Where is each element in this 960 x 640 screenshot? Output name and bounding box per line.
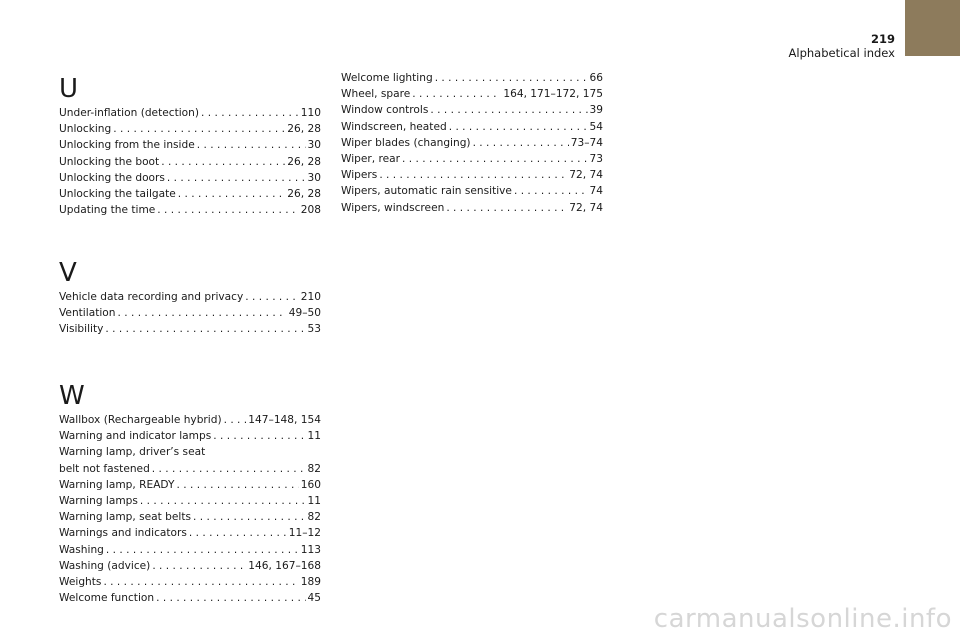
index-section-u	[59, 74, 321, 218]
entry-term: Welcome lighting	[341, 72, 433, 84]
entry-pages: 26, 28	[287, 123, 321, 136]
page-header	[789, 32, 895, 60]
index-entry[interactable]	[59, 525, 321, 541]
index-entry[interactable]	[59, 542, 321, 558]
entry-term: Washing	[59, 543, 104, 556]
index-entry[interactable]	[341, 200, 603, 216]
index-entry[interactable]	[59, 509, 321, 525]
index-entry[interactable]	[59, 186, 321, 202]
entry-term: Warning lamp, seat belts	[59, 511, 192, 524]
entry-pages: 110	[300, 107, 321, 119]
entry-pages: 54	[589, 120, 603, 133]
entry-pages: 72, 74	[569, 169, 603, 182]
entry-pages: 74	[589, 185, 603, 198]
index-entry[interactable]	[59, 321, 321, 337]
index-entry[interactable]	[341, 135, 603, 151]
index-entry[interactable]	[59, 121, 321, 137]
index-right-column	[341, 70, 603, 216]
entry-term: Warning and indicator lamps	[59, 430, 212, 443]
entry-pages: 146, 167–168	[248, 559, 321, 572]
entry-term: Unlocking the boot	[59, 155, 160, 168]
entry-term: Warnings and indicators	[59, 527, 187, 540]
index-entry[interactable]	[341, 86, 603, 102]
entry-pages: 39	[589, 104, 603, 117]
index-entry[interactable]	[59, 428, 321, 444]
index-entry[interactable]	[341, 167, 603, 183]
index-entry[interactable]	[59, 137, 321, 153]
entry-pages: 82	[307, 462, 321, 475]
entry-pages: 11	[307, 430, 321, 443]
entry-term: Updating the time	[59, 204, 156, 217]
index-entry[interactable]	[59, 477, 321, 493]
index-entry[interactable]	[341, 70, 603, 86]
entry-pages: 73	[589, 153, 603, 166]
entry-pages: 73–74	[570, 136, 603, 149]
entry-pages: 26, 28	[287, 155, 321, 168]
entry-term: Unlocking the doors	[59, 171, 165, 184]
entry-pages: 210	[300, 291, 321, 303]
index-entry[interactable]	[59, 289, 321, 305]
entry-pages: 82	[307, 511, 321, 524]
entry-term: Under-inflation (detection)	[59, 107, 199, 119]
index-entry[interactable]	[59, 412, 321, 428]
entry-term: Washing (advice)	[59, 559, 151, 572]
index-entry[interactable]	[59, 305, 321, 321]
entry-pages: 189	[300, 576, 321, 589]
section-letter: V	[59, 258, 77, 288]
entry-term: Wiper blades (changing)	[341, 136, 471, 149]
entry-pages: 160	[300, 478, 321, 491]
entry-pages: 72, 74	[569, 201, 603, 214]
index-entry[interactable]	[59, 461, 321, 477]
entry-term: Welcome function	[59, 592, 155, 605]
entry-term: Weights	[59, 576, 102, 589]
entry-pages: 49–50	[288, 307, 321, 320]
index-entry[interactable]	[59, 558, 321, 574]
entry-pages: 11	[307, 495, 321, 508]
entry-pages: 30	[307, 171, 321, 184]
index-entry[interactable]	[59, 590, 321, 606]
entry-pages: 53	[307, 323, 321, 336]
index-entry[interactable]	[341, 151, 603, 167]
entry-pages: 30	[307, 139, 321, 152]
entry-term: Wallbox (Rechargeable hybrid)	[59, 414, 222, 426]
entry-term: Windscreen, heated	[341, 120, 447, 133]
section-tab	[905, 0, 960, 56]
index-entry[interactable]	[341, 102, 603, 118]
watermark: carmanualsonline.info	[653, 604, 952, 634]
index-entry[interactable]	[341, 183, 603, 199]
entry-term: Unlocking from the inside	[59, 139, 195, 152]
entry-term: Unlocking the tailgate	[59, 188, 176, 201]
page-number: 219	[870, 32, 895, 46]
entry-term: Warning lamp, READY	[59, 478, 175, 491]
entry-pages: 147–148, 154	[248, 414, 321, 426]
entry-pages: 66	[589, 72, 603, 84]
page-title: Alphabetical index	[788, 46, 895, 60]
entry-term: Window controls	[341, 104, 429, 117]
entry-term: Unlocking	[59, 123, 112, 136]
section-letter: W	[59, 381, 85, 411]
section-letter: U	[59, 74, 79, 104]
index-entry[interactable]	[341, 119, 603, 135]
entry-pages: 208	[300, 204, 321, 217]
entry-pages: 11–12	[288, 527, 321, 540]
entry-pages: 113	[300, 543, 321, 556]
entry-pages: 164, 171–172, 175	[503, 88, 603, 101]
entry-term: belt not fastened	[59, 462, 150, 475]
entry-term: Wipers	[341, 169, 378, 182]
index-entry[interactable]	[59, 493, 321, 509]
index-section-w	[59, 381, 321, 606]
index-entry[interactable]	[59, 105, 321, 121]
index-entry[interactable]	[59, 202, 321, 218]
entry-term-lead: Warning lamp, driver’s seat	[59, 446, 206, 459]
entry-term: Ventilation	[59, 307, 116, 320]
entry-term: Wipers, automatic rain sensitive	[341, 185, 512, 198]
entry-pages: 45	[307, 592, 321, 605]
entry-term: Visibility	[59, 323, 104, 336]
index-entry[interactable]	[59, 154, 321, 170]
entry-term: Warning lamps	[59, 495, 138, 508]
index-section-v	[59, 258, 321, 338]
index-entry[interactable]	[59, 574, 321, 590]
entry-pages: 26, 28	[287, 188, 321, 201]
index-entry[interactable]	[59, 170, 321, 186]
entry-term: Wiper, rear	[341, 153, 401, 166]
entry-term: Wheel, spare	[341, 88, 411, 101]
entry-term: Wipers, windscreen	[341, 201, 445, 214]
entry-term: Vehicle data recording and privacy	[59, 291, 244, 303]
